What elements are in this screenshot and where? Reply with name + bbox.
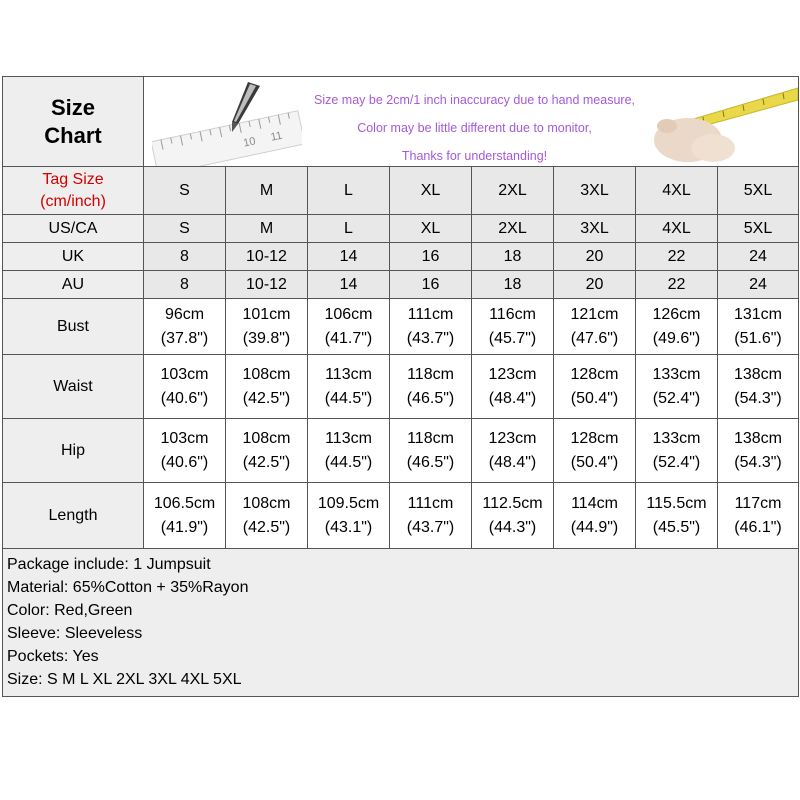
measurement-inch: (51.6") bbox=[734, 329, 782, 347]
measurement-cell bbox=[554, 355, 636, 419]
measurement-inch: (46.5") bbox=[406, 389, 455, 407]
measurement-cm: 101cm bbox=[242, 305, 291, 323]
size-header-cell: 4XL bbox=[636, 167, 718, 215]
measurement-cell bbox=[390, 355, 472, 419]
table-cell: 20 bbox=[554, 243, 636, 271]
note-line: Color may be little different due to monitor, bbox=[357, 120, 592, 135]
measurement-cell bbox=[718, 299, 799, 355]
table-cell: 8 bbox=[144, 243, 226, 271]
size-header-cell: 5XL bbox=[718, 167, 799, 215]
table-cell: 20 bbox=[554, 271, 636, 299]
measurement-inch: (45.5") bbox=[652, 518, 701, 536]
measurement-inch: (49.6") bbox=[652, 329, 701, 347]
measurement-cm: 123cm bbox=[488, 365, 537, 383]
row-label: UK bbox=[3, 243, 144, 271]
table-cell: 16 bbox=[390, 271, 472, 299]
measurement-cm: 126cm bbox=[652, 305, 701, 323]
tag-size-row bbox=[3, 167, 799, 215]
table-cell: 8 bbox=[144, 271, 226, 299]
measurement-cm: 113cm bbox=[325, 365, 372, 383]
measurement-row bbox=[3, 419, 799, 483]
disclaimer-notes bbox=[314, 86, 635, 167]
measurement-cm: 112.5cm bbox=[482, 494, 543, 512]
table-cell: 10-12 bbox=[226, 243, 308, 271]
measurement-cell bbox=[390, 299, 472, 355]
row-label: Length bbox=[3, 483, 144, 549]
info-color: Color: Red,Green bbox=[7, 602, 133, 619]
info-material: Material: 65%Cotton + 35%Rayon bbox=[7, 579, 249, 596]
measurement-inch: (48.4") bbox=[488, 389, 537, 407]
measurement-cm: 115.5cm bbox=[646, 494, 707, 512]
table-cell: M bbox=[226, 215, 308, 243]
table-cell: 4XL bbox=[636, 215, 718, 243]
banner bbox=[144, 77, 799, 167]
measurement-cm: 118cm bbox=[407, 365, 454, 383]
row-label: US/CA bbox=[3, 215, 144, 243]
measurement-inch: (54.3") bbox=[734, 389, 782, 407]
size-header-cell: 3XL bbox=[554, 167, 636, 215]
measurement-inch: (37.8") bbox=[160, 329, 209, 347]
measurement-inch: (42.5") bbox=[242, 518, 291, 536]
table-cell: 22 bbox=[636, 243, 718, 271]
measurement-cell bbox=[472, 299, 554, 355]
info-package: Package include: 1 Jumpsuit bbox=[7, 556, 211, 573]
measurement-cell bbox=[144, 483, 226, 549]
measurement-cell bbox=[472, 419, 554, 483]
measurement-inch: (42.5") bbox=[242, 389, 291, 407]
chart-title-line1: Size bbox=[50, 94, 96, 120]
row-label: Hip bbox=[3, 419, 144, 483]
measurement-cell bbox=[390, 419, 472, 483]
table-cell: 5XL bbox=[718, 215, 799, 243]
measurement-inch: (50.4") bbox=[570, 453, 619, 471]
measurement-cm: 133cm bbox=[652, 365, 701, 383]
measurement-inch: (39.8") bbox=[242, 329, 291, 347]
measurement-cm: 111cm bbox=[407, 305, 454, 323]
measurement-inch: (46.5") bbox=[406, 453, 455, 471]
measurement-cell bbox=[554, 419, 636, 483]
info-pockets: Pockets: Yes bbox=[7, 648, 99, 665]
measurement-inch: (52.4") bbox=[652, 453, 701, 471]
table-cell: XL bbox=[390, 215, 472, 243]
measurement-inch: (50.4") bbox=[570, 389, 619, 407]
measurement-cm: 131cm bbox=[733, 305, 783, 323]
info-sleeve: Sleeve: Sleeveless bbox=[7, 625, 143, 642]
measurement-cm: 108cm bbox=[242, 494, 291, 512]
measurement-row bbox=[3, 299, 799, 355]
measurement-inch: (41.7") bbox=[324, 329, 373, 347]
measurement-inch: (44.5") bbox=[324, 453, 373, 471]
measurement-cell bbox=[390, 483, 472, 549]
size-header-cell: XL bbox=[390, 167, 472, 215]
measurement-cell bbox=[144, 299, 226, 355]
measurement-cm: 116cm bbox=[489, 305, 536, 323]
row-label: Waist bbox=[3, 355, 144, 419]
measurement-cm: 111cm bbox=[407, 494, 454, 512]
measurement-inch: (45.7") bbox=[488, 329, 537, 347]
measurement-cm: 128cm bbox=[570, 365, 619, 383]
table-cell: 14 bbox=[308, 243, 390, 271]
measurement-cm: 117cm bbox=[734, 494, 782, 512]
measurement-inch: (47.6") bbox=[570, 329, 619, 347]
table-cell: 16 bbox=[390, 243, 472, 271]
note-line: Thanks for understanding! bbox=[401, 148, 548, 163]
measurement-cell bbox=[554, 483, 636, 549]
measurement-cell bbox=[308, 355, 390, 419]
measurement-inch: (44.5") bbox=[324, 389, 373, 407]
table-cell: S bbox=[144, 215, 226, 243]
chart-title-line2: Chart bbox=[44, 122, 102, 148]
measurement-inch: (52.4") bbox=[652, 389, 701, 407]
note-line: Size may be 2cm/1 inch inaccuracy due to hand measure, bbox=[314, 92, 636, 107]
measurement-cm: 118cm bbox=[407, 429, 454, 447]
info-row bbox=[3, 549, 799, 697]
tag-size-label bbox=[3, 167, 144, 215]
measurement-cm: 108cm bbox=[242, 365, 291, 383]
measurement-cm: 103cm bbox=[160, 365, 209, 383]
table-cell: 18 bbox=[472, 243, 554, 271]
table-cell: L bbox=[308, 215, 390, 243]
measurement-cm: 121cm bbox=[570, 305, 619, 323]
measurement-cell bbox=[144, 355, 226, 419]
measurement-cm: 108cm bbox=[242, 429, 291, 447]
measurement-cell bbox=[718, 419, 799, 483]
measurement-cell bbox=[718, 483, 799, 549]
table-cell: 24 bbox=[718, 243, 799, 271]
table-cell: 10-12 bbox=[226, 271, 308, 299]
measurement-cm: 114cm bbox=[571, 494, 618, 512]
product-info bbox=[3, 549, 799, 697]
measurement-cell bbox=[636, 299, 718, 355]
measurement-cell bbox=[308, 419, 390, 483]
measurement-inch: (43.7") bbox=[406, 518, 455, 536]
measurement-inch: (42.5") bbox=[242, 453, 291, 471]
table-cell: 3XL bbox=[554, 215, 636, 243]
measurement-inch: (44.9") bbox=[570, 518, 619, 536]
size-header-cell: L bbox=[308, 167, 390, 215]
measurement-cm: 123cm bbox=[488, 429, 537, 447]
size-header-cell: S bbox=[144, 167, 226, 215]
conversion-row bbox=[3, 243, 799, 271]
measurement-cell bbox=[144, 419, 226, 483]
measurement-inch: (40.6") bbox=[160, 453, 209, 471]
row-label: AU bbox=[3, 271, 144, 299]
ruler-number-11: 11 bbox=[269, 129, 284, 144]
measurement-inch: (41.9") bbox=[160, 518, 209, 536]
measurement-cm: 138cm bbox=[733, 365, 783, 383]
table-cell: 2XL bbox=[472, 215, 554, 243]
measurement-row bbox=[3, 483, 799, 549]
info-sizes: Size: S M L XL 2XL 3XL 4XL 5XL bbox=[7, 671, 242, 688]
table-cell: 24 bbox=[718, 271, 799, 299]
chart-title bbox=[3, 77, 144, 167]
measurement-cm: 133cm bbox=[652, 429, 701, 447]
size-chart-table bbox=[2, 76, 799, 697]
measurement-cell bbox=[636, 483, 718, 549]
measurement-cell bbox=[718, 355, 799, 419]
ruler-pen-illustration bbox=[152, 78, 302, 166]
measurement-inch: (43.7") bbox=[406, 329, 455, 347]
measurement-cell bbox=[226, 299, 308, 355]
measurement-cell bbox=[308, 483, 390, 549]
measurement-cm: 96cm bbox=[164, 305, 205, 323]
table-cell: 14 bbox=[308, 271, 390, 299]
tag-size-label-line2: (cm/inch) bbox=[40, 192, 106, 210]
measurement-inch: (48.4") bbox=[488, 453, 537, 471]
measurement-row bbox=[3, 355, 799, 419]
measurement-cm: 138cm bbox=[733, 429, 783, 447]
measurement-cm: 128cm bbox=[570, 429, 619, 447]
measurement-cell bbox=[472, 355, 554, 419]
size-header-cell: M bbox=[226, 167, 308, 215]
measurement-cell bbox=[226, 483, 308, 549]
measurement-cm: 106cm bbox=[324, 305, 373, 323]
header-row bbox=[3, 77, 799, 167]
table-cell: 22 bbox=[636, 271, 718, 299]
measurement-cell bbox=[226, 419, 308, 483]
measurement-inch: (46.1") bbox=[734, 518, 782, 536]
measurement-cm: 109.5cm bbox=[317, 494, 380, 512]
tag-size-label-line1: Tag Size bbox=[42, 170, 104, 188]
measuring-tape-hand-illustration bbox=[633, 78, 798, 166]
measurement-cell bbox=[472, 483, 554, 549]
measurement-inch: (40.6") bbox=[160, 389, 209, 407]
row-label: Bust bbox=[3, 299, 144, 355]
conversion-row bbox=[3, 215, 799, 243]
measurement-cell bbox=[226, 355, 308, 419]
size-header-cell: 2XL bbox=[472, 167, 554, 215]
measurement-cell bbox=[308, 299, 390, 355]
measurement-inch: (44.3") bbox=[488, 518, 537, 536]
measurement-cell bbox=[554, 299, 636, 355]
measurement-cm: 103cm bbox=[160, 429, 209, 447]
ruler-number-10: 10 bbox=[242, 134, 257, 150]
measurement-cell bbox=[636, 419, 718, 483]
measurement-cm: 106.5cm bbox=[153, 494, 216, 512]
conversion-row bbox=[3, 271, 799, 299]
measurement-cm: 113cm bbox=[325, 429, 372, 447]
measurement-inch: (43.1") bbox=[324, 518, 373, 536]
measurement-cell bbox=[636, 355, 718, 419]
table-cell: 18 bbox=[472, 271, 554, 299]
measurement-inch: (54.3") bbox=[734, 453, 782, 471]
